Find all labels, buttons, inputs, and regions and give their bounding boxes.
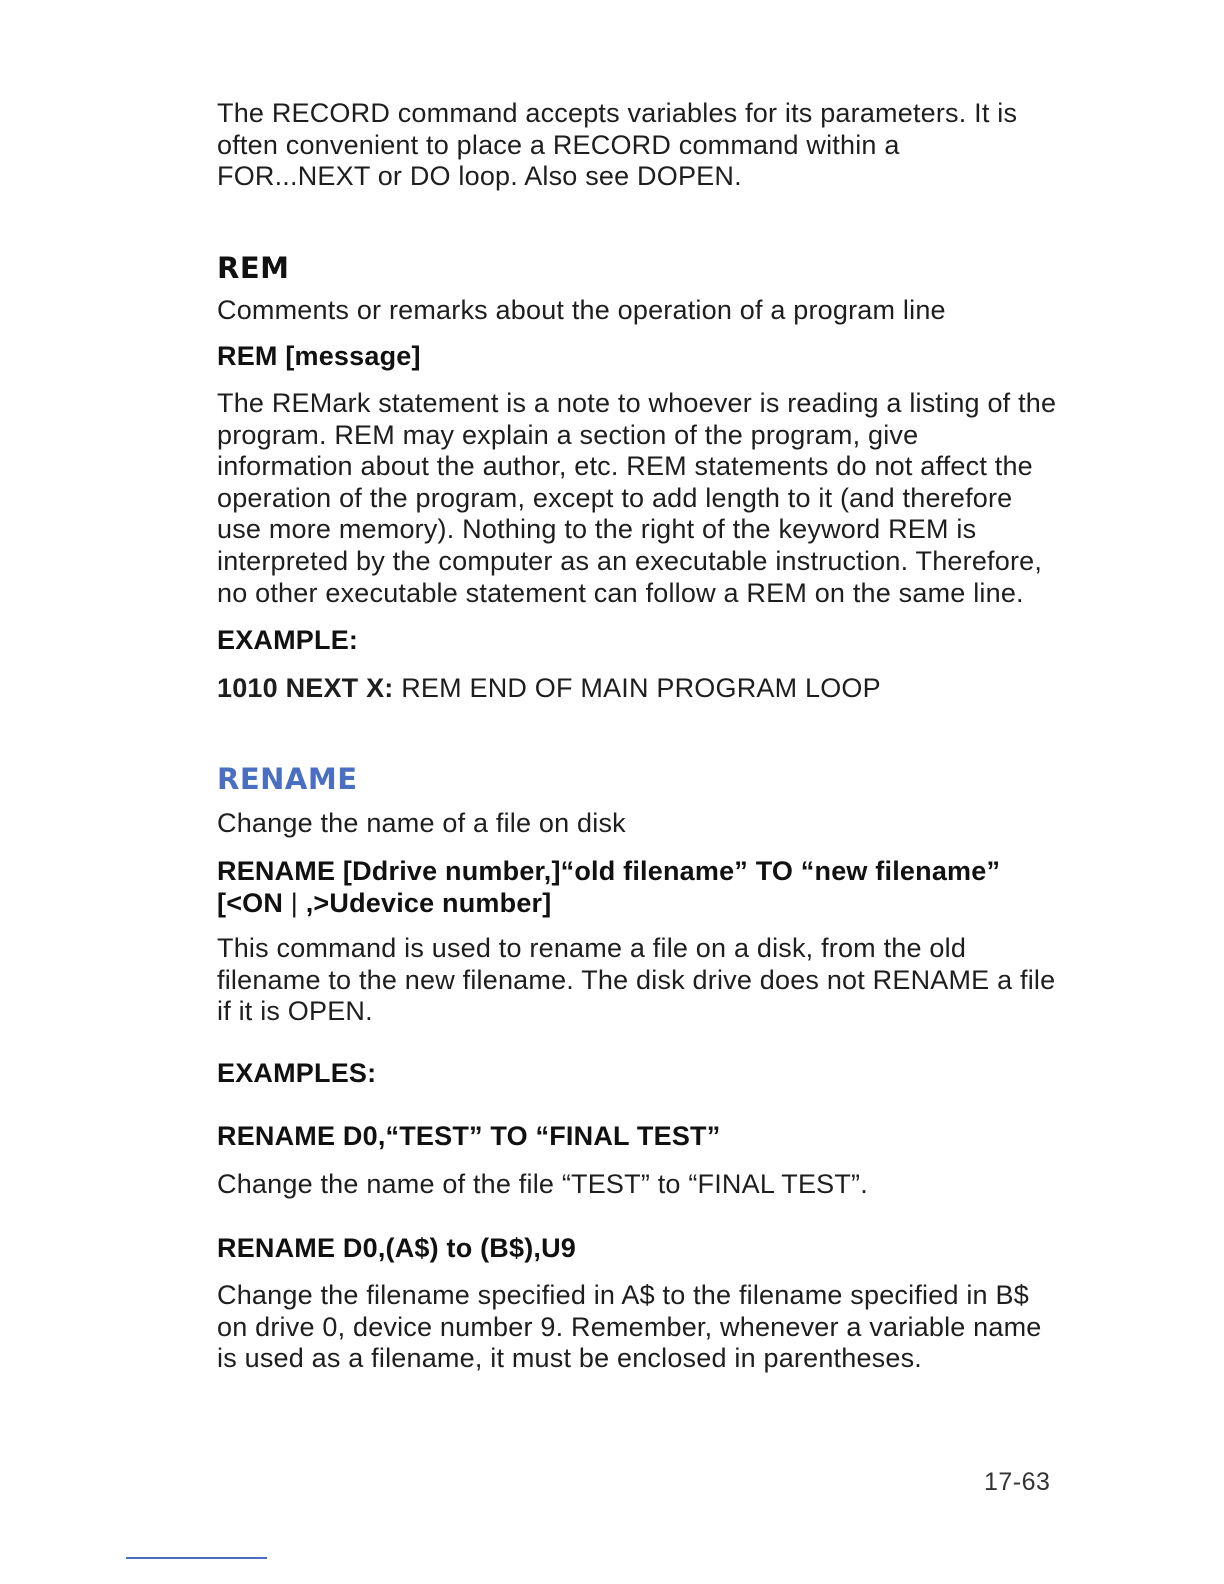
rename-example2-desc: Change the filename specified in A$ to the filename specified in B$ on drive 0, device number 9. Remember, whenever a variable name is used as a filename, it must be enclosed in parentheses. bbox=[217, 1280, 1042, 1374]
rem-summary: Comments or remarks about the operation of a program line bbox=[217, 294, 946, 325]
rename-description: This command is used to rename a file on a disk, from the old filename to the new filename. The disk drive does not RENAME a file if it is OPEN. bbox=[217, 933, 1056, 1027]
rem-example-comment: REM END OF MAIN PROGRAM LOOP bbox=[401, 672, 881, 703]
rem-heading: REM bbox=[217, 250, 290, 285]
rename-example1-code: RENAME D0,“TEST” TO “FINAL TEST” bbox=[217, 1121, 721, 1152]
rem-syntax-keyword: REM bbox=[217, 341, 278, 372]
page-number: 17-63 bbox=[984, 1468, 1051, 1496]
rename-example2-code: RENAME D0,(A$) to (B$),U9 bbox=[217, 1232, 577, 1263]
rename-syntax-bracket: [ bbox=[217, 887, 227, 918]
rem-description: The REMark statement is a note to whoever is reading a listing of the program. REM may explain a section of the program, give information about the author, etc. REM statements do not affect the operation of the program, except to add length to it (and therefore use more memory). Nothing to the right of the keyword REM is interpreted by the computer as an executable instruction. Therefore, no other executable statement can follow a REM on the same line. bbox=[217, 387, 1057, 608]
rename-summary: Change the name of a file on disk bbox=[217, 808, 626, 839]
footer-rule bbox=[126, 1557, 267, 1559]
rename-syntax-keyword: RENAME bbox=[217, 855, 336, 886]
rename-examples-label: EXAMPLES: bbox=[217, 1057, 377, 1088]
rename-syntax-device: ,>Udevice number] bbox=[305, 887, 552, 918]
page-content bbox=[217, 98, 1057, 1375]
rename-syntax-line1 bbox=[217, 856, 1057, 888]
rename-syntax-line2 bbox=[217, 888, 1057, 920]
rename-example1-desc: Change the name of the file “TEST” to “FINAL TEST”. bbox=[217, 1169, 868, 1200]
rem-syntax bbox=[217, 341, 1057, 373]
rem-syntax-param: [message] bbox=[285, 341, 421, 372]
rename-syntax-on: <ON bbox=[226, 887, 284, 918]
rem-example-label: EXAMPLE: bbox=[217, 625, 359, 656]
rename-syntax-params: [Ddrive number,]“old filename” TO “new filename” bbox=[342, 855, 1001, 886]
record-intro-paragraph: The RECORD command accepts variables for its parameters. It is often convenient to place a RECORD command within a FOR...NEXT or DO loop. Also see DOPEN. bbox=[217, 98, 1018, 192]
rename-syntax-pipe: | bbox=[290, 887, 298, 918]
rem-example-code: 1010 NEXT X: bbox=[217, 672, 394, 703]
rename-heading: RENAME bbox=[217, 762, 358, 797]
rem-example-line bbox=[217, 673, 1057, 705]
